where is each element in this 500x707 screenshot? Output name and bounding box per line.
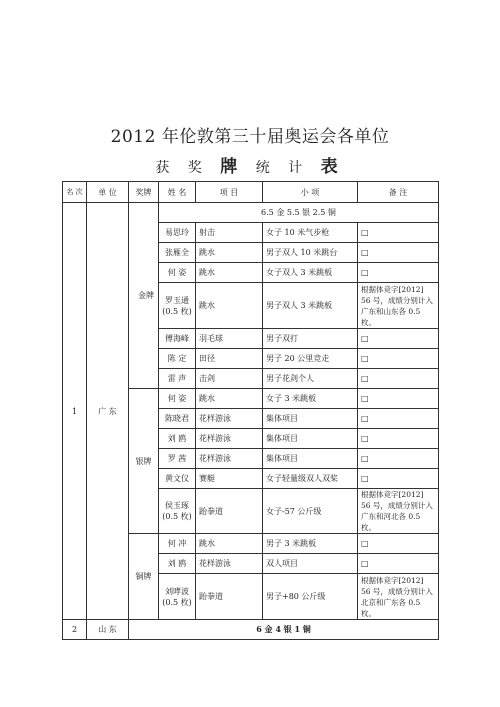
event-cell: 男子双人 10 米跳台 [263,243,358,263]
item-cell: 射击 [196,223,263,243]
event-cell: 男子双打 [263,329,358,349]
event-cell: 女子双人 3 米跳板 [263,263,358,283]
item-cell: 跳水 [196,389,263,409]
item-cell: 跳水 [196,263,263,283]
item-cell: 击剑 [196,369,263,389]
table-row [63,203,439,223]
athlete-share: (0.5 枚) [162,512,192,521]
name-cell: 罗 茜 [159,449,196,469]
rank-cell: 2 [63,620,87,640]
name-cell [159,574,196,620]
medal-silver: 银牌 [129,389,159,534]
remark-note: 根据体竞字[2012] 56 号，成绩分别计入北京和广东各 0.5 枚。 [358,574,439,620]
name-cell: 何 姿 [159,389,196,409]
name-cell: 黄文仪 [159,469,196,489]
name-cell [159,489,196,534]
event-cell: 男子 20 公里竞走 [263,349,358,369]
header-name: 姓 名 [159,182,196,203]
remark-checkbox [358,389,439,409]
remark-checkbox [358,349,439,369]
remark-checkbox [358,369,439,389]
item-cell: 花样游泳 [196,409,263,429]
remark-checkbox [358,263,439,283]
item-cell: 跳水 [196,534,263,554]
name-cell: 易思玲 [159,223,196,243]
subtitle-part: 获 奖 [155,160,221,176]
event-cell: 男子花剑个人 [263,369,358,389]
item-cell: 花样游泳 [196,554,263,574]
athlete-name: 刘哮波 [165,586,189,596]
item-cell: 花样游泳 [196,429,263,449]
medal-gold: 金牌 [138,291,154,300]
remark-checkbox [358,534,439,554]
unit-cell: 广 东 [87,203,129,620]
item-cell: 跳水 [196,243,263,263]
name-cell: 刘 鸥 [159,429,196,449]
name-cell: 陈 定 [159,349,196,369]
medal-table [62,181,439,640]
remark-note: 根据体竞字[2012] 56 号，成绩分别计入广东和河北各 0.5 枚。 [358,489,439,534]
remark-checkbox [358,469,439,489]
event-cell: 男子+80 公斤级 [263,574,358,620]
name-cell: 傅海峰 [159,329,196,349]
header-rank: 名 次 [63,182,87,203]
event-cell: 女子 3 米跳板 [263,389,358,409]
event-cell: 女子轻量级双人双桨 [263,469,358,489]
document-title: 2012 年伦敦第三十届奥运会各单位 [110,127,390,147]
name-cell: 张雁全 [159,243,196,263]
name-cell: 陈晓君 [159,409,196,429]
event-cell: 集体项目 [263,429,358,449]
table-row [63,620,439,640]
event-cell: 双人项目 [263,554,358,574]
name-cell: 刘 鸥 [159,554,196,574]
event-cell: 集体项目 [263,449,358,469]
athlete-name: 侯玉琢 [165,501,189,510]
summary-cell: 6 金 4 银 1 铜 [129,620,439,640]
remark-checkbox [358,449,439,469]
rank-cell: 1 [63,203,87,620]
item-cell: 羽毛球 [196,329,263,349]
athlete-share: (0.5 枚) [162,306,192,316]
athlete-share: (0.5 枚) [162,597,192,607]
item-cell: 跆拳道 [196,489,263,534]
subtitle-part: 牌 [220,157,245,177]
header-remark: 备 注 [358,182,439,203]
event-cell: 男子双人 3 米跳板 [263,283,358,329]
remark-checkbox [358,409,439,429]
event-cell: 男子 3 米跳板 [263,534,358,554]
name-cell: 何 冲 [159,534,196,554]
item-cell: 花样游泳 [196,449,263,469]
name-cell: 何 姿 [159,263,196,283]
header-event: 小 项 [263,182,358,203]
event-cell: 集体项目 [263,409,358,429]
summary-cell: 6.5 金 5.5 银 2.5 铜 [159,203,439,223]
item-cell: 跳水 [196,283,263,329]
remark-checkbox [358,223,439,243]
item-cell: 赛艇 [196,469,263,489]
athlete-name: 罗玉通 [165,295,189,305]
event-cell: 女子-57 公斤级 [263,489,358,534]
medal-bronze: 铜牌 [129,534,159,620]
event-cell: 女子 10 米气步枪 [263,223,358,243]
remark-checkbox [358,329,439,349]
remark-checkbox [358,243,439,263]
item-cell: 跆拳道 [196,574,263,620]
remark-checkbox [358,554,439,574]
header-row [63,182,439,203]
name-cell: 雷 声 [159,369,196,389]
header-item: 项 目 [196,182,263,203]
unit-cell: 山 东 [87,620,129,640]
subtitle-part: 统 计 [244,160,321,176]
item-cell: 田径 [196,349,263,369]
remark-note: 根据体竞字[2012] 56 号，成绩分别计入广东和山东各 0.5 枚。 [358,283,439,329]
name-cell [159,283,196,329]
remark-checkbox [358,429,439,449]
header-unit: 单 位 [87,182,129,203]
subtitle-part: 表 [320,157,345,177]
header-medal: 奖牌 [129,182,159,203]
document-subtitle [0,152,500,177]
